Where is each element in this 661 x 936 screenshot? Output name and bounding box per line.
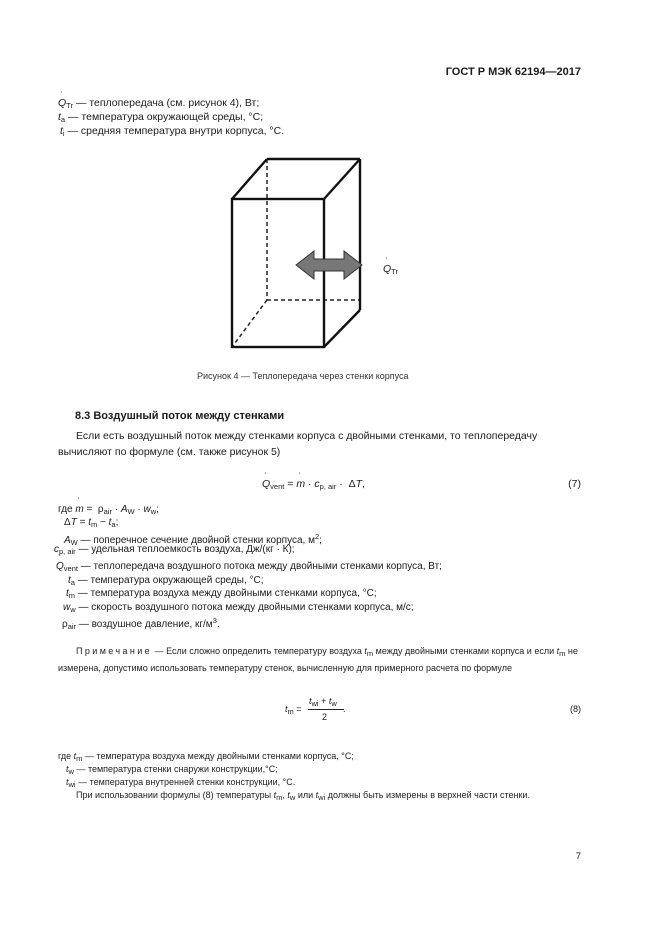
where7-q-vent: ˙ $Q_{vent}$ — теплопередача воздушного потока между двойными стенками корпуса, Вт;	[56, 560, 442, 575]
where7-aw: $A_W$ — поперечное сечение двойной стенки корпуса, $м^2$;	[64, 532, 322, 547]
figure-caption: Рисунок 4 — Теплопередача через стенки корпуса	[197, 371, 409, 381]
box-visible-edges	[232, 159, 360, 347]
section-title: 8.3 Воздушный поток между стенками	[75, 410, 285, 422]
where7-ta: $t_a$ — температура окружающей среды, °С;	[68, 575, 264, 587]
heat-transfer-arrow	[296, 251, 362, 279]
enclosure-figure	[222, 150, 422, 360]
where8-tw: $t_w$ — температура стенки снаружи конструкции,°С;	[66, 764, 278, 776]
where7-delta-t: $\Delta T = t_m - t_a$;	[64, 517, 119, 529]
where7-ww: $w_w$ — скорость воздушного потока между двойными стенками корпуса, м/с;	[63, 602, 414, 614]
standard-header: ГОСТ Р МЭК 62194—2017	[445, 66, 581, 78]
box-hidden-edges	[232, 159, 360, 347]
where7-tm: $t_m$ — температура воздуха между двойными стенками корпуса, °С;	[66, 588, 377, 600]
def-t-a: $t_a$ — температура окружающей среды, °С;	[58, 111, 264, 124]
where8-final: При использовании формулы (8) температуры $t_m$, $t_w$ или $t_{wi}$ должны быть измерены в верхней части стенки.	[76, 790, 530, 802]
formula-7: ˙ $Q_{vent}$ = ˙ $m \cdot c_{p, air} \cdot \Delta T$,	[262, 478, 365, 491]
where7-rho: $\rho_{air}$ — воздушное давление, $кг/м^3$.	[62, 616, 220, 631]
figure-q-label: ˙ $Q_{Tr}$	[383, 263, 398, 276]
section-paragraph: Если есть воздушный поток между стенками корпуса с двойными стенками, то теплопередачу вычисляют по формуле (см. также рисунок 5)	[58, 430, 538, 458]
def-t-i: $t_i$ — средняя температура внутри корпуса, °С.	[60, 125, 285, 138]
where7-cp: $c_{p, air}$ — удельная теплоемкость воздуха, Дж/(кг · К);	[54, 544, 295, 556]
note-paragraph: Примечание — Если сложно определить температуру воздуха $t_m$ между двойными стенками корпуса и если $t_m$ не измерена, допустимо использовать температуру стенок, вычисленную для примерного расчета по формуле	[58, 646, 578, 673]
page-number: 7	[575, 851, 581, 862]
formula-7-number: (7)	[568, 478, 581, 490]
where8-twi: $t_{wi}$ — температура внутренней стенки конструкции, °С.	[66, 777, 296, 789]
where7-m-dot: где ˙ $m = \rho_{air} \cdot A_W \cdot w_w$;	[58, 503, 159, 518]
formula-8-number: (8)	[570, 704, 581, 714]
where8-tm: где $t_m$ — температура воздуха между двойными стенками корпуса, °С;	[58, 751, 354, 763]
def-q-tr: ˙ $Q_{Tr}$ — теплопередача (см. рисунок 4), Вт;	[58, 96, 259, 113]
